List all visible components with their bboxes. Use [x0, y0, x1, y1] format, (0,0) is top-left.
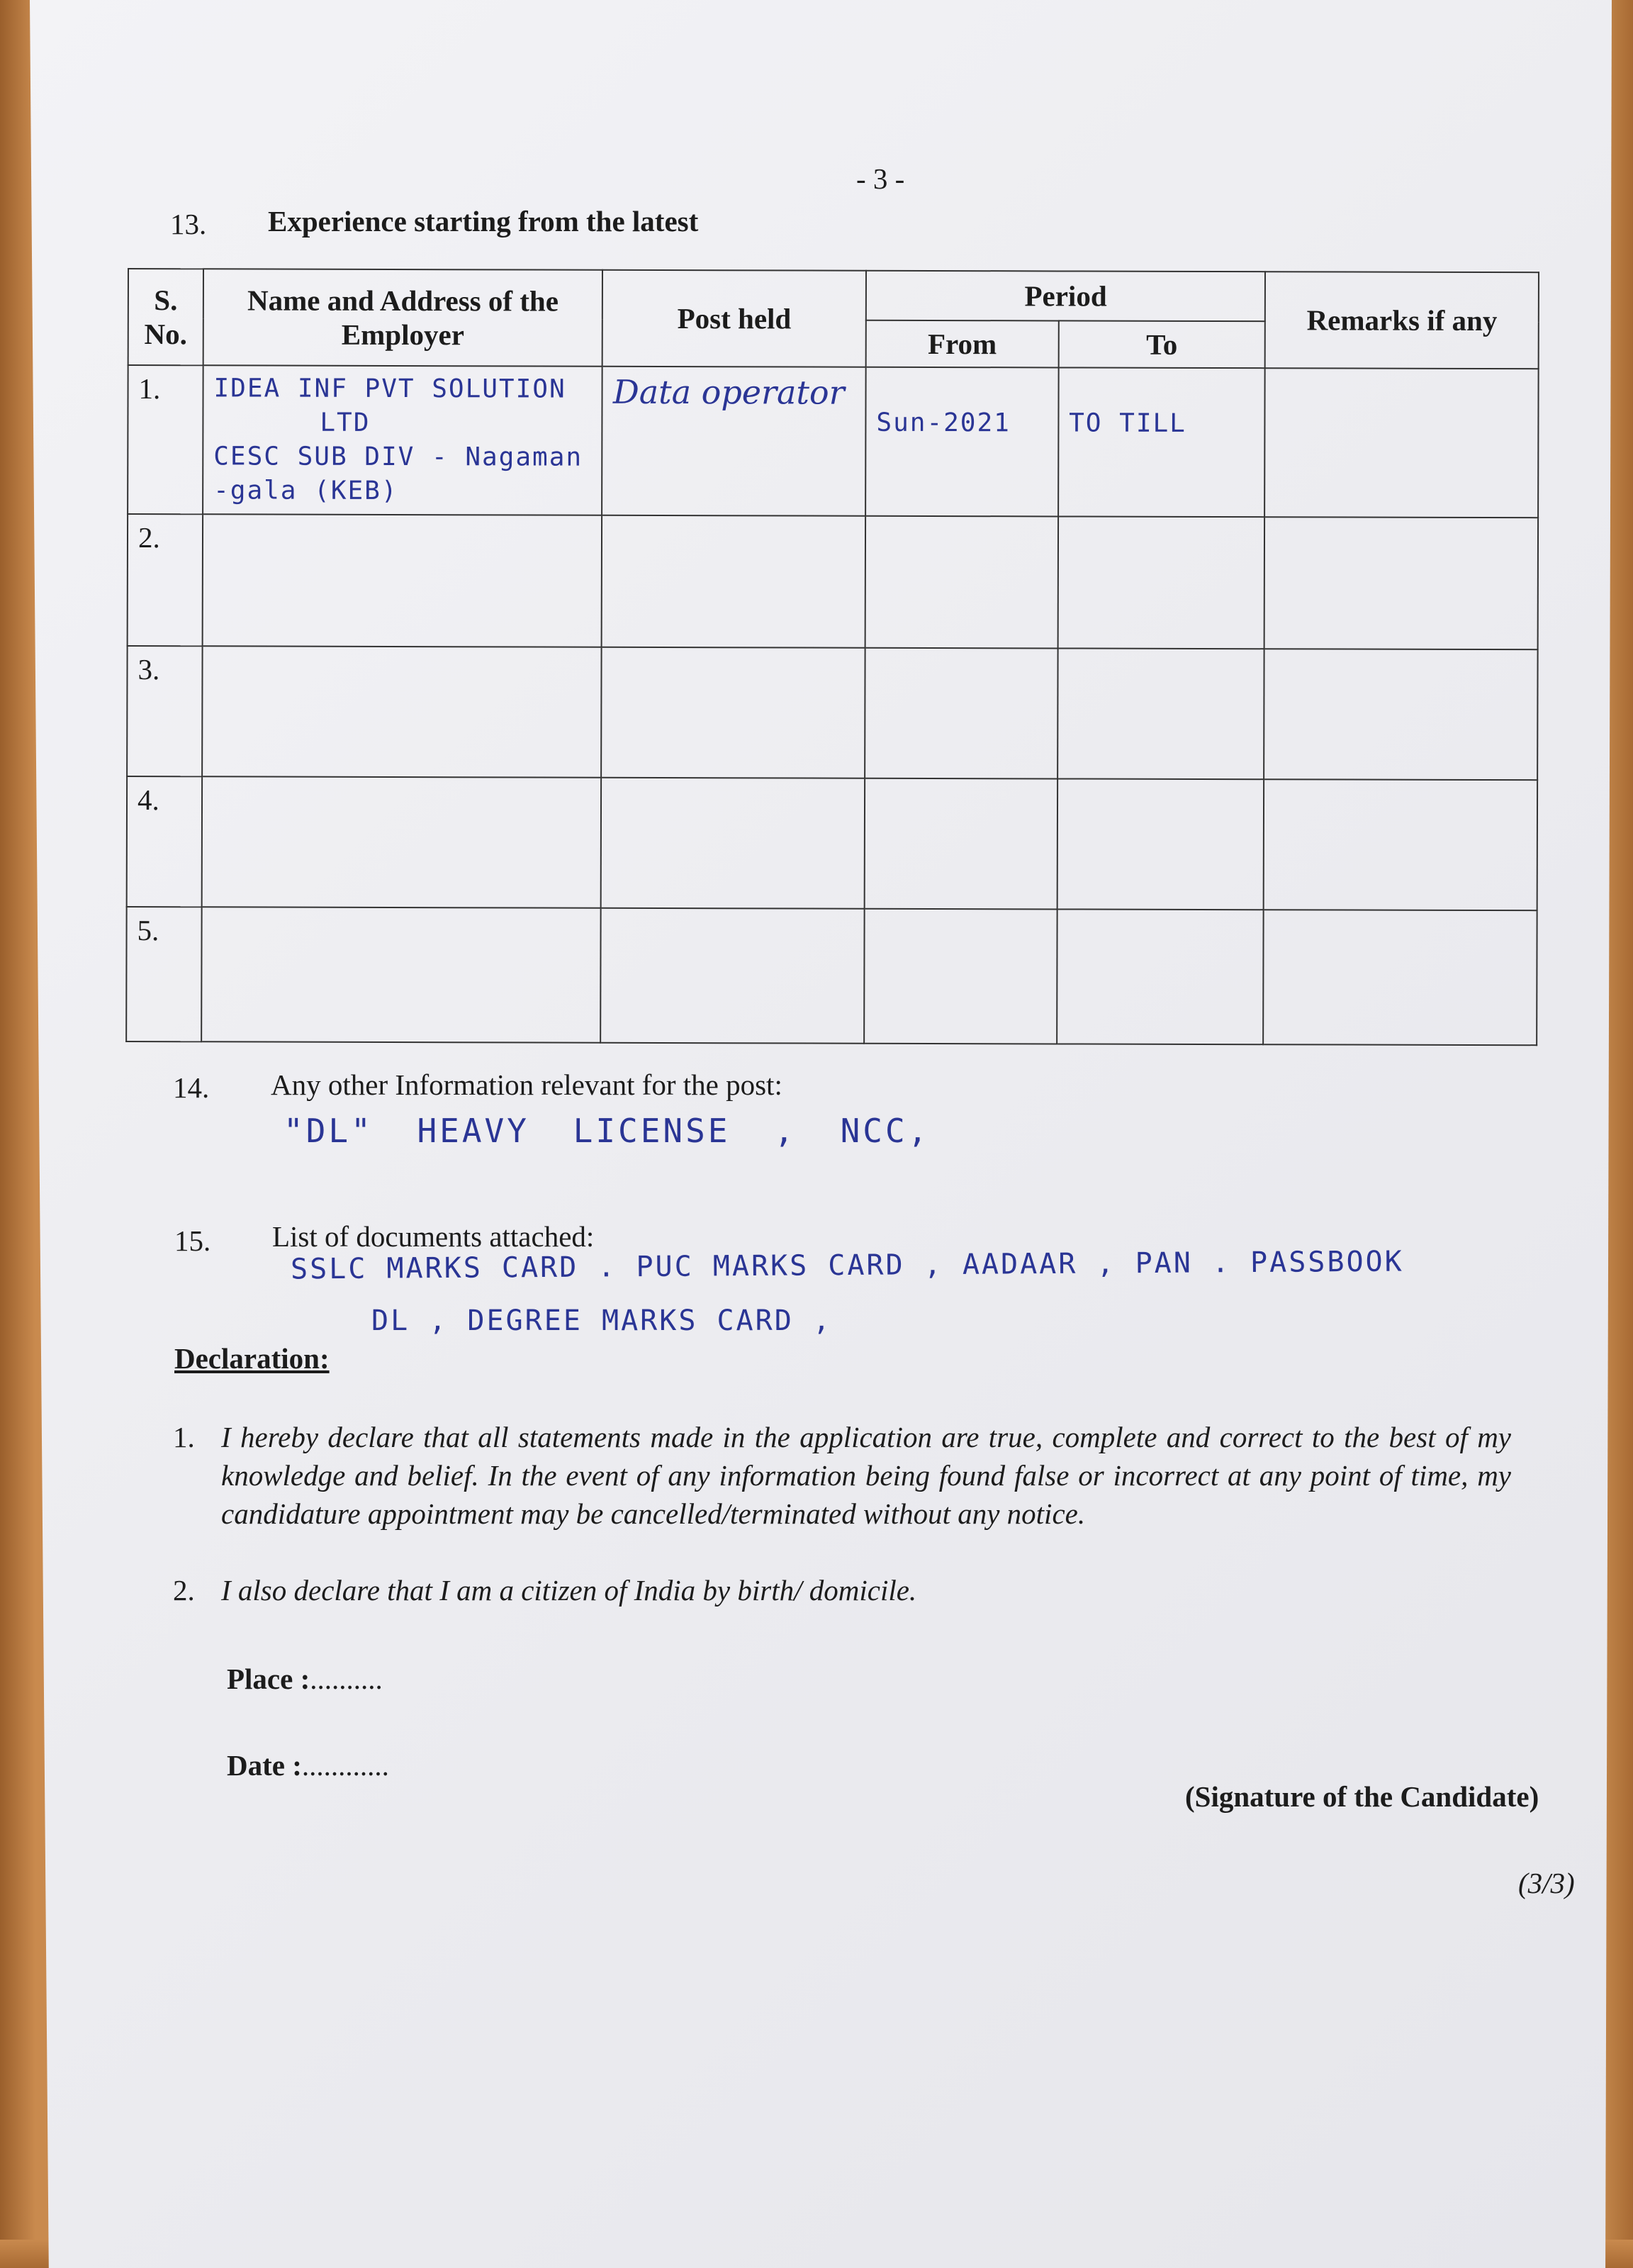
row-remarks: [1264, 368, 1538, 518]
row-post: [602, 515, 865, 648]
place-field: [227, 1662, 383, 1696]
row-sno: 2.: [128, 514, 203, 646]
header-employer: Name and Address of the Employer: [203, 269, 603, 366]
table-row: [127, 776, 1537, 910]
row-remarks: [1264, 517, 1538, 649]
declaration-heading: Declaration:: [174, 1342, 330, 1375]
date-value: ............: [301, 1749, 389, 1782]
row-employer: [201, 907, 601, 1042]
page-marker: - 3 -: [856, 162, 905, 195]
row-employer: [202, 776, 602, 907]
section14-label: Any other Information relevant for the post:: [271, 1068, 782, 1101]
row-employer: [202, 646, 602, 777]
row-sno: 4.: [127, 776, 202, 907]
declaration-item-2-text: I also declare that I am a citizen of India by birth/ domicile.: [221, 1574, 917, 1607]
section13-number: 13.: [170, 208, 207, 240]
row-to: [1057, 778, 1264, 910]
place-label: Place :: [227, 1663, 310, 1695]
row-post: [601, 647, 865, 778]
declaration-item-1-text: I hereby declare that all statements made in the application are true, complete and correct to the best of my knowledge and belief. In the event of any information being found false or incorrect at any point of time, my candidature appointment may be cancelled/terminated without any notice.: [221, 1421, 1511, 1530]
row-remarks: [1264, 779, 1537, 910]
section14-number: 14.: [173, 1071, 210, 1104]
section15-answer-line2: DL , DEGREE MARKS CARD ,: [371, 1305, 832, 1337]
row-post: [601, 778, 865, 909]
declaration-item-1: [173, 1418, 1511, 1533]
date-field: [227, 1748, 389, 1782]
section14-answer: "DL" HEAVY LICENSE , NCC,: [284, 1112, 931, 1150]
signature-label: (Signature of the Candidate): [1185, 1780, 1539, 1813]
row-post: [600, 908, 864, 1044]
row-sno: 1.: [128, 365, 203, 514]
table-row: [128, 365, 1539, 518]
header-sno: S. No.: [128, 269, 203, 365]
place-value: ..........: [310, 1663, 383, 1695]
row-from: [865, 516, 1058, 649]
row-remarks: [1264, 649, 1537, 780]
header-to: To: [1058, 320, 1265, 368]
row-remarks: [1264, 910, 1537, 1045]
date-label: Date :: [227, 1749, 302, 1782]
row-from: [864, 909, 1057, 1044]
header-period: Period: [866, 271, 1266, 321]
row-to: TO TILL: [1058, 367, 1265, 517]
row-to: [1057, 648, 1264, 779]
header-post: Post held: [602, 270, 866, 367]
section15-label: List of documents attached:: [272, 1220, 595, 1253]
section15-number: 15.: [174, 1224, 211, 1257]
row-post: Data operator: [602, 367, 865, 516]
declaration-item-2-number: 2.: [173, 1574, 195, 1607]
row-employer: IDEA INF PVT SOLUTION LTD CESC SUB DIV - Nagaman -gala (KEB): [203, 365, 602, 515]
row-from: [865, 648, 1057, 779]
section15-answer-line1: SSLC MARKS CARD . PUC MARKS CARD , AADAAR , PAN . PASSBOOK: [290, 1245, 1404, 1286]
row-from: Sun-2021: [865, 367, 1058, 517]
table-row: [126, 907, 1537, 1045]
row-employer: [203, 514, 602, 647]
row-sno: 5.: [126, 907, 201, 1041]
row-sno: 3.: [127, 646, 202, 776]
row-to: [1057, 516, 1264, 649]
table-surface-left: [0, 0, 35, 2268]
declaration-item-2: [173, 1571, 1511, 1609]
table-row: [127, 646, 1537, 780]
section13-title: Experience starting from the latest: [268, 205, 699, 238]
experience-table: [125, 268, 1539, 1046]
declaration-item-1-number: 1.: [173, 1421, 195, 1453]
row-from: [865, 778, 1057, 910]
row-to: [1057, 909, 1264, 1044]
table-row: [128, 514, 1538, 649]
header-from: From: [866, 320, 1059, 368]
header-remarks: Remarks if any: [1265, 272, 1539, 369]
footer-page-number: (3/3): [1518, 1867, 1575, 1899]
